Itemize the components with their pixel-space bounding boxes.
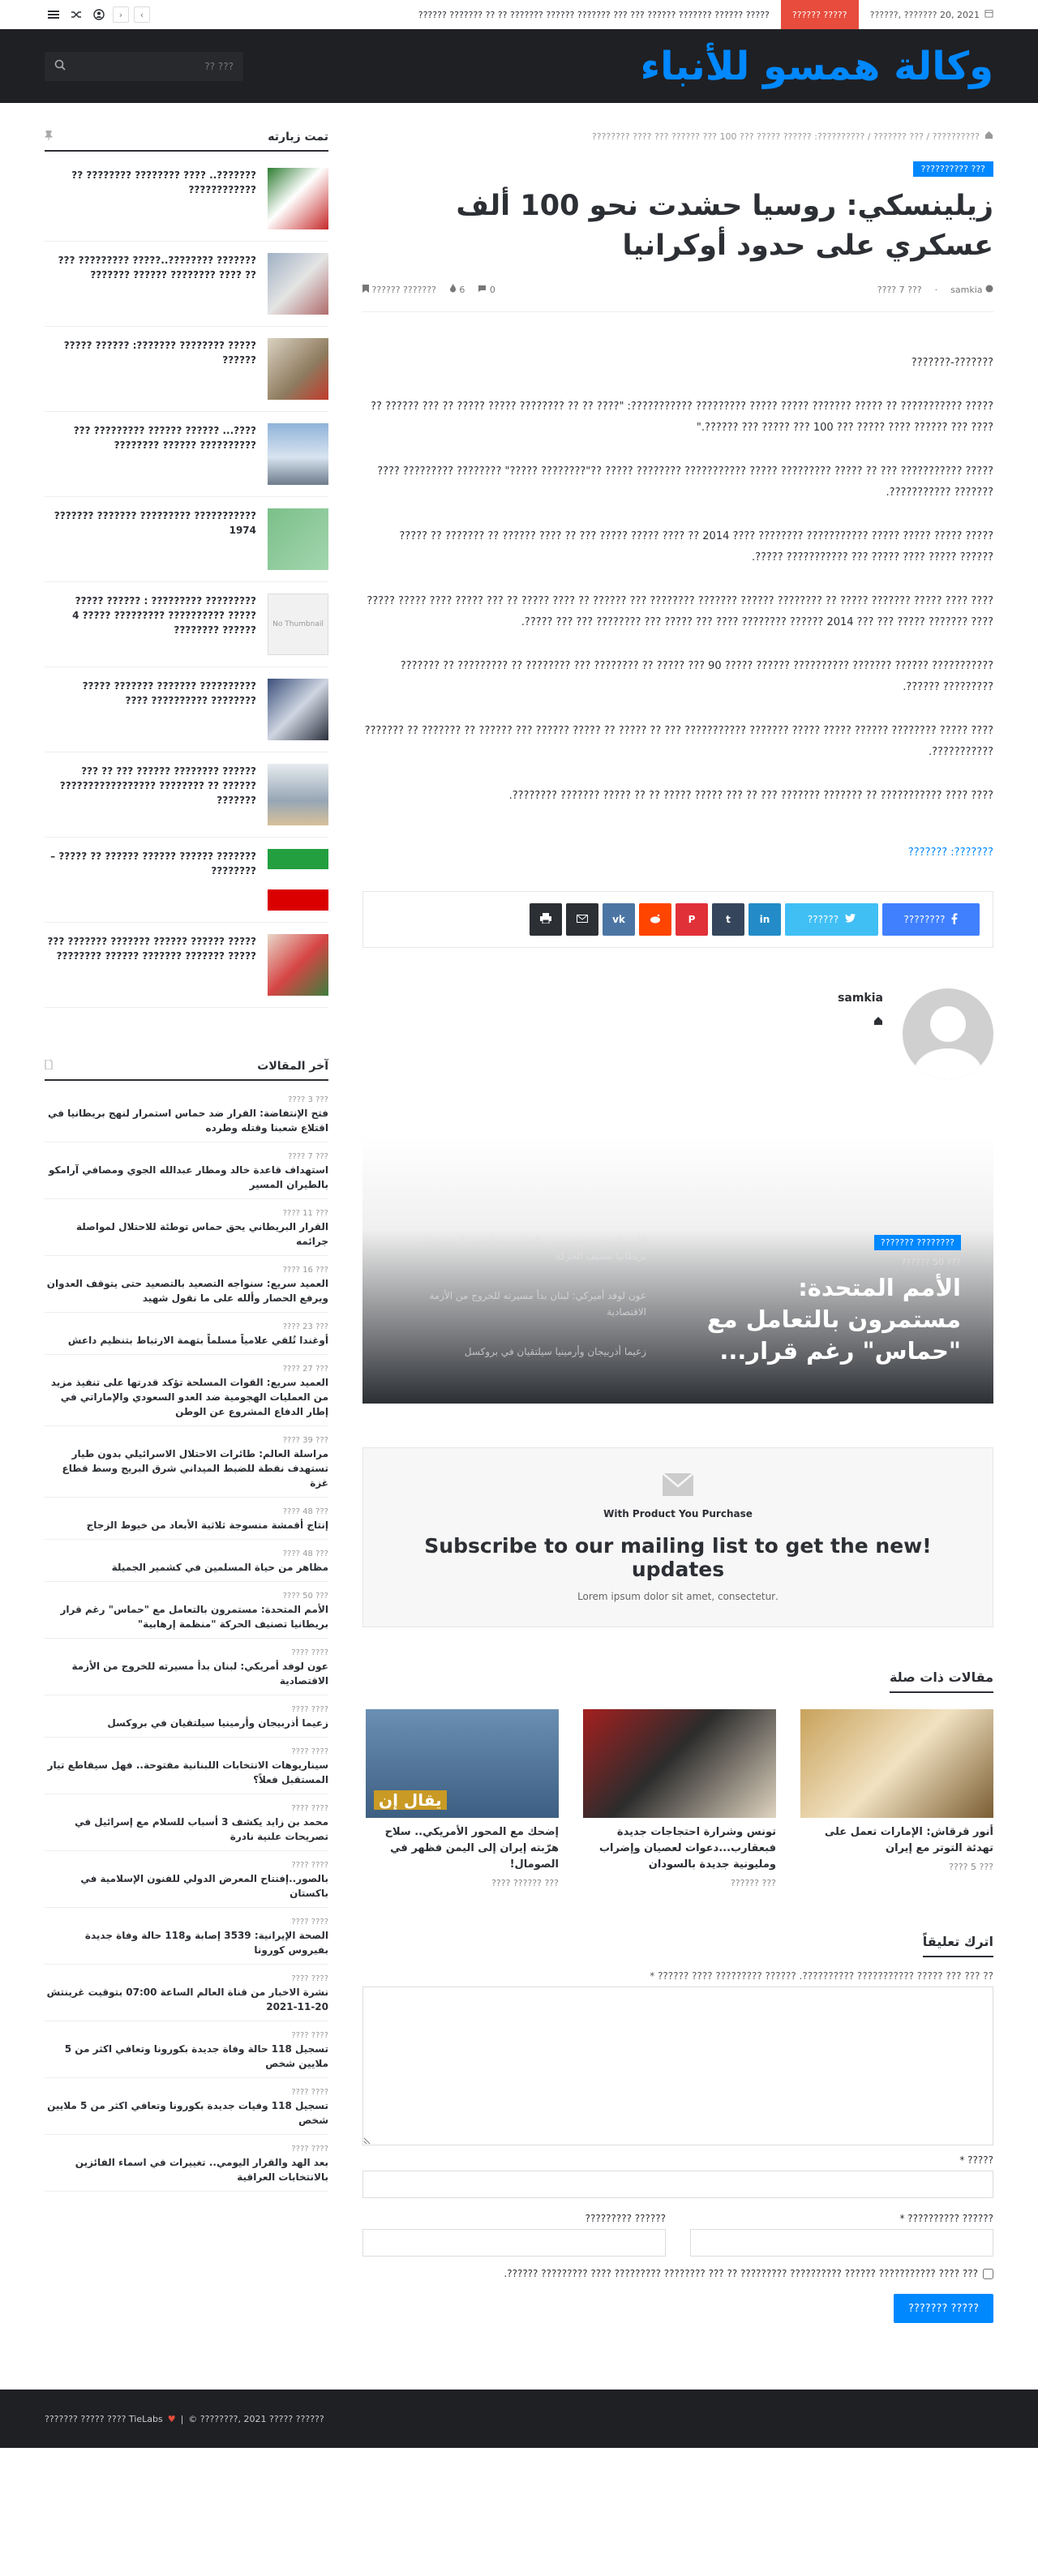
post-paragraph: ????? ??????????? ??? ?? ????? ????????? ????? ??????????? ???????? ????? ??"???????? ?????" ???????? ????????? ???? ??????? ???????????. — [377, 465, 993, 499]
newsletter-box — [362, 1447, 993, 1627]
related-card[interactable] — [366, 1709, 559, 1888]
author-icon — [983, 285, 994, 295]
recent-post[interactable] — [45, 1142, 328, 1199]
sidebar-post-thumb[interactable] — [268, 679, 328, 740]
related-card-image-caption: يقال إن — [374, 1790, 447, 1810]
sidebar-post-title[interactable]: ??????????? ????????? ??????? ??????? 1974 — [54, 510, 256, 536]
share-twitter-label: ?????? — [807, 914, 839, 925]
newsletter-description: .Lorem ipsum dolor sit amet, consectetur — [577, 1591, 778, 1602]
recent-post-date: ??? 7 ???? — [288, 1152, 328, 1161]
sidebar-post[interactable] — [45, 327, 328, 412]
ticker-next-button[interactable]: › — [134, 6, 150, 23]
share-linkedin-button[interactable] — [748, 903, 781, 936]
related-grid — [362, 1709, 993, 1888]
recent-post[interactable] — [45, 1738, 328, 1794]
share-facebook-label: ???????? — [903, 914, 946, 925]
home-icon[interactable] — [984, 131, 993, 142]
share-twitter-button[interactable] — [785, 903, 878, 936]
top-bar — [0, 0, 1038, 29]
recent-post[interactable] — [45, 1086, 328, 1142]
share-pinterest-button[interactable] — [676, 903, 708, 936]
sidebar-post[interactable] — [45, 667, 328, 752]
recent-post-title[interactable]: استهداف قاعدة خالد ومطار عبدالله الجوي ومصافي آرامكو بالطيران المسير — [48, 1164, 328, 1190]
comment-form — [362, 1970, 993, 2323]
sidebar-post-thumb[interactable] — [268, 253, 328, 315]
recent-post-title[interactable]: زعيما أذربيجان وأرمينيا سيلتقيان في بروكسل — [107, 1717, 328, 1729]
recent-post-date: ??? 27 ???? — [282, 1365, 328, 1374]
popular-widget-title-row — [45, 131, 328, 152]
recent-post-title[interactable]: نشرة الاخبار من قناة العالم الساعة 07:00 بتوقيت غرينتش 20-11-2021 — [46, 1987, 328, 2012]
related-list-item[interactable]: زعيما أذربيجان وأرمينيا سيلتقيان في بروكسل — [464, 1345, 646, 1357]
sidebar-post-title[interactable]: ??????? ?????? ?????? ?????? ?? ????? – ???????? — [50, 851, 256, 877]
recent-post[interactable] — [45, 1582, 328, 1639]
name-input[interactable] — [362, 2171, 993, 2198]
recent-post[interactable] — [45, 1639, 328, 1695]
comment-note: ?? ??? ??? ????? ??????????? ??????????. ?????? ????????? ???? ?????? * — [650, 1970, 993, 1982]
recent-post-title[interactable]: مظاهر من حياة المسلمين في كشمير الجميلة — [111, 1562, 328, 1573]
recent-post[interactable] — [45, 1540, 328, 1582]
sidebar — [45, 131, 328, 2323]
recent-post[interactable] — [45, 1355, 328, 1426]
recent-post-date: ??? 48 ???? — [282, 1507, 328, 1516]
sidebar-post-thumb[interactable] — [268, 168, 328, 229]
random-icon[interactable] — [67, 6, 85, 24]
post-paragraph: ???? ????? ???????? ?????? ????? ????? ??????? ??????????? ??? ?? ????? ?? ????? ?????? ??? ?????? ?? ??????? ?? ??????? ???????????. — [364, 725, 993, 758]
post-body — [362, 312, 993, 872]
sidebar-post[interactable] — [45, 497, 328, 582]
source-link[interactable]: ???????: ??????? — [907, 847, 993, 859]
views-number: 6 — [459, 285, 465, 295]
featured-related-category[interactable]: ???????? ??????? — [874, 1235, 961, 1250]
recent-post-title[interactable]: فتح الإنتفاضة: القرار ضد حماس استمرار لنهج بريطانيا في اقتلاع شعبنا وقتله وطرده — [47, 1108, 328, 1134]
name-label: ????? * — [959, 2154, 993, 2167]
recent-post[interactable] — [45, 1498, 328, 1540]
recent-post[interactable] — [45, 1851, 328, 1908]
fire-icon — [449, 285, 457, 295]
breadcrumb-text[interactable]: ?????????? / ??? ??????? / ??????????: ?????? ????? ??? 100 ??? ?????? ??? ???? ???????? — [591, 131, 980, 142]
related-card-title[interactable]: تونس وشرارة احتجاجات جديدة فبعقارب...دعوات لعصيان وإضراب ومليونية جديدة بالسودان — [598, 1826, 776, 1871]
post-meta — [362, 284, 993, 312]
sidebar-post-title[interactable]: ?????? ???????? ?????? ??? ?? ??? ?????? ?? ???????? ????????????????? ??????? — [59, 765, 256, 806]
comments-number: 0 — [489, 284, 495, 295]
sidebar-post[interactable] — [45, 156, 328, 242]
menu-icon[interactable] — [45, 6, 62, 24]
recent-post-title[interactable]: بالصور..إفتتاح المعرض الدولي للفنون الإسلامية في باكستان — [80, 1873, 328, 1899]
related-list — [395, 1233, 646, 1384]
sidebar-post-title[interactable]: ????... ?????? ?????? ????????? ??? ?????????? ?????? ???????? — [73, 425, 256, 451]
share-facebook-button[interactable] — [882, 903, 980, 936]
site-header — [0, 29, 1038, 103]
recent-post[interactable] — [45, 1199, 328, 1256]
share-vk-button[interactable] — [603, 903, 635, 936]
recent-post-title[interactable]: تسجيل 118 حالة وفاة جديدة بكورونا وتعافي اكثر من 5 ملايين شخص — [64, 2043, 328, 2069]
related-card-date: ??? ?????? — [730, 1878, 776, 1889]
sidebar-post-thumb[interactable] — [268, 423, 328, 485]
post-paragraph: ???? ???? ????? ??????? ????? ?? ???????? ?????? ??????? ???????? ??? ?????? ?? ???? ????? ?? ??? ????? ???? ????? ????? ???? ??????? ????? ??? ??? 2014 ?????? ???????? ???? ??? ????? ??? ???????? ??? ??? ?????. — [367, 595, 993, 628]
sidebar-post[interactable] — [45, 242, 328, 327]
search-box — [45, 52, 243, 81]
related-card-image[interactable] — [366, 1709, 559, 1818]
sidebar-post-title[interactable]: ????? ?????? ?????? ??????? ??????? ??? ????? ??????? ??????? ?????? ???????? — [47, 936, 256, 962]
recent-post-title[interactable]: أوغندا تُلقي علامياً مسلماً بتهمة الارتباط بتنظيم داعش — [67, 1335, 328, 1346]
recent-post-date: ??? 23 ???? — [282, 1322, 328, 1331]
footer-separator: | — [180, 2413, 184, 2424]
share-tumblr-button[interactable] — [712, 903, 744, 936]
email-icon — [577, 914, 588, 925]
vk-icon: vk — [612, 914, 625, 925]
recent-post-title[interactable]: تسجيل 118 وفيات جديدة بكورونا وتعافي اكثر من 5 ملايين شخص — [47, 2100, 328, 2126]
sidebar-post[interactable] — [45, 582, 328, 667]
author-box — [362, 948, 993, 1104]
post-title: زيلينسكي: روسيا حشدت نحو 100 ألف عسكري على حدود أوكرانيا — [456, 190, 993, 262]
sidebar-post-thumb[interactable] — [268, 849, 328, 911]
author-meta[interactable] — [950, 285, 993, 295]
no-thumbnail-placeholder[interactable]: No Thumbnail — [268, 594, 328, 655]
read-time-text: ??????? ?????? — [371, 284, 436, 295]
recent-post[interactable] — [45, 1908, 328, 1965]
ticker-prev-button[interactable]: ‹ — [113, 6, 129, 23]
submit-comment-button[interactable]: ????? ??????? — [894, 2294, 993, 2323]
related-card-title[interactable]: أنور قرقاش: الإمارات تعمل على تهدئة التوتر مع إيران — [824, 1826, 993, 1855]
sidebar-post-title[interactable]: ???????.. ???? ???????? ???????? ?? ???????????? — [71, 169, 256, 195]
author-home-icon[interactable] — [838, 1016, 883, 1029]
related-card[interactable] — [583, 1709, 776, 1888]
recent-post[interactable] — [45, 2021, 328, 2078]
recent-post-date: ???? ???? — [291, 2088, 328, 2097]
website-label: ?????? ????????? — [585, 2213, 666, 2225]
sidebar-post-thumb[interactable] — [268, 764, 328, 825]
pin-icon — [45, 131, 53, 144]
author-avatar[interactable] — [903, 988, 993, 1079]
sidebar-post-title[interactable]: ??????? ????????..????? ????????? ??? ?? ???? ???????? ?????? ??????? — [58, 255, 256, 281]
recent-post-date: ??? 48 ???? — [282, 1549, 328, 1558]
sidebar-post-title[interactable]: ?????????? ??????? ??????? ????? ???????? ?????????? ???? — [82, 680, 256, 706]
share-reddit-button[interactable] — [639, 903, 671, 936]
facebook-icon — [951, 913, 958, 927]
recent-post-title[interactable]: العميد سريع: سنواجه التصعيد بالتصعيد حتى يتوقف العدوان ويرفع الحصار وألله على ما نقول شهيد — [46, 1278, 328, 1304]
recent-post-date: ??? 3 ???? — [288, 1095, 328, 1104]
recent-post[interactable] — [45, 1695, 328, 1738]
share-email-button[interactable] — [566, 903, 598, 936]
print-icon — [540, 913, 551, 926]
post-date: ??? 7 ???? — [877, 284, 922, 295]
sidebar-post[interactable] — [45, 412, 328, 497]
recent-post[interactable] — [45, 1256, 328, 1313]
recent-post-date: ???? ???? — [291, 1861, 328, 1870]
user-icon[interactable] — [90, 6, 108, 24]
recent-post-date: ??? 11 ???? — [282, 1209, 328, 1218]
sidebar-post-thumb[interactable] — [268, 934, 328, 996]
sidebar-post-title[interactable]: ????????? ????????? : ?????? ????? ????? ?????????? ????????? ????? 4 ?????? ???????? — [72, 595, 256, 636]
featured-related-post[interactable] — [685, 1235, 961, 1367]
heart-icon: ♥ — [167, 2413, 176, 2424]
main-content — [362, 131, 993, 2323]
breaking-news-label: ????? ?????? — [781, 0, 859, 29]
author-box-name[interactable]: samkia — [838, 992, 883, 1005]
related-list-item[interactable]: الأمم المتحدة: مستمرون بالتعامل مع "حماس" رغم قرار بريطانيا تصنيف الحركة — [419, 1235, 646, 1262]
recent-widget-title-row — [45, 1060, 328, 1081]
recent-post[interactable] — [45, 2078, 328, 2135]
recent-post-title[interactable]: محمد بن زايد يكشف 3 أسباب للسلام مع إسرائيل في تصريحات علنية نادرة — [75, 1816, 328, 1842]
author-link[interactable]: samkia — [950, 284, 983, 295]
share-print-button[interactable] — [530, 903, 562, 936]
recent-post-title[interactable]: الصحة الإيرانية: 3539 إصابة و118 حالة وفاة جديدة بفيروس كورونا — [84, 1930, 328, 1956]
breaking-news-ticker[interactable]: ????? ?????? ??????? ?????? ??? ??? ??????? ?????? ??????? ?? ?? ??????? ?????? — [418, 9, 770, 20]
recent-post-date: ??? 16 ???? — [282, 1266, 328, 1275]
comment-icon — [478, 285, 487, 295]
featured-related-date: ??? 50 ?????? — [901, 1257, 961, 1267]
related-card[interactable] — [800, 1709, 993, 1888]
recent-post-title[interactable]: مراسلة العالم: طائرات الاحتلال الاسرائيلي بدون طيار تستهدف نقطة للضبط الميداني شرق البريج وسط قطاع غزة — [62, 1448, 328, 1489]
envelope-icon — [380, 1472, 976, 1500]
recent-post-date: ???? ???? — [291, 1918, 328, 1927]
popular-widget-title: تمت زيارته — [268, 131, 328, 144]
recent-widget-title: آخر المقالات — [257, 1060, 328, 1073]
linkedin-icon: in — [759, 914, 770, 925]
sidebar-post-title[interactable]: ????? ???????? ???????: ?????? ????? ?????? — [63, 340, 256, 366]
website-input[interactable] — [362, 2229, 666, 2257]
recent-post-date: ???? ???? — [291, 1705, 328, 1714]
email-input[interactable] — [690, 2229, 993, 2257]
site-logo[interactable]: وكالة همسو للأنباء — [640, 43, 993, 89]
recent-post-date: ???? ???? — [291, 2145, 328, 2154]
comments-count[interactable] — [478, 285, 495, 295]
recent-post-title[interactable]: سيناريوهات الانتخابات اللبنانية مفتوحة.. فهل سيقاطع تيار المستقبل فعلاً؟ — [47, 1759, 328, 1785]
recent-post-title[interactable]: عون لوفد أمريكي: لبنان بدأ مسيرته للخروج من الأزمة الاقتصادية — [71, 1661, 328, 1687]
newsletter-subtitle: With Product You Purchase — [603, 1508, 753, 1519]
breadcrumb — [362, 131, 993, 142]
calendar-icon — [984, 9, 993, 20]
sidebar-post-thumb[interactable] — [268, 508, 328, 570]
related-card-date: ??? 5 ???? — [949, 1862, 993, 1873]
email-label: ?????? ?????????? * — [899, 2213, 993, 2225]
related-card-date: ??? ?????? ???? — [491, 1878, 559, 1889]
search-icon[interactable] — [54, 59, 66, 74]
top-date — [870, 9, 993, 20]
recent-post-date: ??? 39 ???? — [282, 1436, 328, 1445]
featured-related-title[interactable]: الأمم المتحدة: مستمرون بالتعامل مع "حماس" رغم قرار... — [706, 1274, 961, 1365]
recent-post-title[interactable]: الأمم المتحدة: مستمرون بالتعامل مع "حماس" رغم قرار بريطانيا تصنيف الحركة "منظمة إرهابية" — [60, 1604, 328, 1630]
comments-title: اترك تعليقاً — [923, 1934, 993, 1957]
related-section-title: مقالات ذات صلة — [890, 1669, 993, 1693]
pinterest-icon: P — [688, 914, 696, 925]
recent-post[interactable] — [45, 1965, 328, 2021]
recent-post-title[interactable]: بعد الهد والقرار اليومي.. تغييرات في اسماء الفائزين بالانتخابات العراقية — [75, 2157, 328, 2183]
recent-post-title[interactable]: القرار البريطاني يحق حماس توطئة للاحتلال لمواصلة جرائمه — [75, 1221, 328, 1247]
sidebar-post-thumb[interactable] — [268, 338, 328, 400]
recent-post[interactable] — [45, 1794, 328, 1851]
recent-post-date: ???? ???? — [291, 1648, 328, 1657]
post-paragraph: ??????????? ?????? ??????? ?????????? ?????? ????? 90 ??? ????? ?? ???????? ??? ???????? ?? ????????? ?? ??????? ????????? ??????. — [400, 660, 993, 693]
post-paragraph: ???????-??????? — [911, 357, 993, 369]
views-count — [449, 284, 465, 295]
recent-post-date: ???? ???? — [291, 2031, 328, 2040]
recent-post-date: ???? ???? — [291, 1747, 328, 1756]
newsletter-title: !Subscribe to our mailing list to get the new updates — [424, 1534, 932, 1581]
recent-posts-widget — [45, 1060, 328, 2192]
related-card-image[interactable] — [583, 1709, 776, 1818]
related-list-item[interactable]: عون لوفد أميركي: لبنان بدأ مسيرته للخروج من الأزمة الاقتصادية — [429, 1290, 646, 1318]
sidebar-post[interactable] — [45, 752, 328, 838]
recent-post[interactable] — [45, 2135, 328, 2192]
related-card-title[interactable]: إضحك مع المحور الأمريكي.. سلاح هرّبته إيران إلى اليمن فظهر في الصومال! — [384, 1826, 559, 1871]
related-card-image[interactable] — [800, 1709, 993, 1818]
meta-separator: · — [934, 284, 938, 295]
post-paragraph: ???? ???? ??????????? ?? ??????? ??????? ??? ?? ??? ????? ????? ?? ?? ????? ??????? ????????. — [508, 790, 993, 802]
recent-post[interactable] — [45, 1313, 328, 1355]
recent-post-date: ???? ???? — [291, 1974, 328, 1983]
share-bar — [362, 891, 993, 948]
read-time — [362, 285, 436, 295]
search-input[interactable] — [88, 61, 234, 72]
bookmark-icon — [362, 285, 369, 295]
tumblr-icon: t — [726, 914, 731, 925]
reddit-icon — [650, 914, 661, 926]
document-icon — [45, 1060, 53, 1073]
recent-post[interactable] — [45, 1426, 328, 1498]
comment-textarea[interactable] — [362, 1987, 993, 2145]
sidebar-post[interactable] — [45, 923, 328, 1008]
sidebar-post[interactable] — [45, 838, 328, 923]
post-paragraph: ????? ????? ????? ????? ??????????? ???????? ???? 2014 ?? ???? ????? ????? ??? ?? ???? ?????? ?? ??????? ?? ????? ?????? ????? ???? ????? ??? ??????????? ?????. — [399, 530, 993, 564]
recent-post-date: ??? 50 ???? — [282, 1592, 328, 1601]
save-details-label: ??? ???? ??????????? ?????? ?????????? ????????? ?? ??? ???????? ????????? ???? ????????? ??????. — [504, 2268, 978, 2280]
twitter-icon — [845, 914, 856, 925]
related-posts-slider — [362, 1136, 993, 1404]
date-text: 2021 ,20 ??????? ,?????? — [869, 9, 980, 20]
category-badge[interactable]: ??? ?????????? — [913, 161, 993, 177]
recent-post-title[interactable]: إنتاج أقمشة منسوجة ثلاثية الأبعاد من خيوط الزجاج — [86, 1519, 328, 1531]
recent-post-date: ???? ???? — [291, 1804, 328, 1813]
copyright-text: ?????? ????? 2021 ,???????? © — [188, 2413, 324, 2424]
post-paragraph: ????? ??????????? ?? ????? ??????? ????? ????? ????????? ???????????: "???? ?? ?? ???????? ????? ????? ?? ??? ?????? ?? ???? ??? ?????? ???? ????? ??? 100 ??? ????? ??? ??????." — [371, 401, 993, 434]
save-details-checkbox[interactable] — [983, 2269, 993, 2279]
recent-post-title[interactable]: العميد سريع: القوات المسلحة تؤكد قدرتها على تنفيذ مزيد من العمليات الهجومية ضد العدو السعودي والإماراتي في إطار الدفاع المشروع عن الوطن — [50, 1377, 328, 1417]
footer-credit[interactable]: TieLabs ???? ????? ??????? — [45, 2413, 163, 2424]
site-footer — [0, 2390, 1038, 2448]
